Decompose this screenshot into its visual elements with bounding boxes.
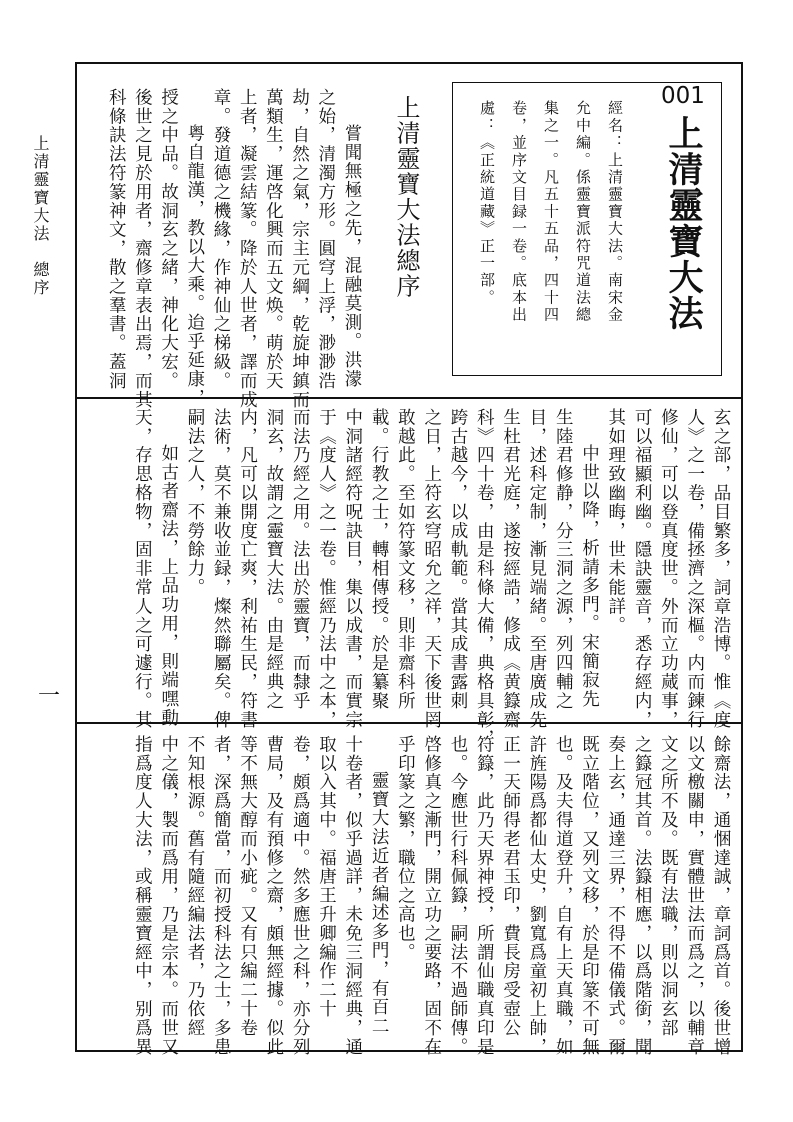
text-column: 洞玄，故謂之靈寶大法。由是經典之 (263, 408, 284, 711)
text-column: 如古者齋法，上品功用，則端嘿動 (158, 444, 179, 728)
text-column: 符籙，此乃天界神授，所謂仙職真印是 (474, 735, 495, 1057)
description-line: 卷，並序文目録一卷。底本出 (510, 100, 528, 324)
description-line: 處：《正統道藏》正一部。 (478, 100, 496, 307)
text-column: 正一天師得老君玉印，費長房受壺公 (500, 735, 521, 1038)
text-column: 上者，凝雲結篆。降於人世者，譯而成 (237, 88, 258, 410)
text-column: 也。及夫得道登升，自有上天真職，如 (553, 735, 574, 1057)
text-column: 取以入其中。福唐王升卿編作二十 (316, 735, 337, 1019)
text-column: 人》之一卷，備拯濟之深樞。内而鍊行 (684, 408, 705, 730)
text-column: 等不無大醇而小疵。又有只編二十卷 (237, 735, 258, 1038)
text-column: 曹局，及有預修之齋，頗無經據。似此 (263, 735, 284, 1057)
text-column: 之始，清濁方形。圓穹上浮，渺渺浩 (315, 88, 336, 391)
text-column: 而法乃經之用。法出於靈寶，而隸乎 (290, 408, 311, 711)
text-column: 科》四十卷，由是科條大備，典格具彰， (474, 408, 495, 749)
running-head: 上清靈寶大法 總序 (31, 135, 50, 297)
text-column: 天，存思格物，固非常人之可遽行。其 (132, 408, 153, 730)
text-column: 以文檄關申，實體世法而爲之，以輔章 (684, 735, 705, 1057)
text-column: 内，凡可以開度亡爽，利祐生民，符書 (237, 408, 258, 730)
text-column: 不知根源。舊有隨經編法者，乃依經 (185, 735, 205, 1038)
text-column: 之籙冠其首。法籙相應，以爲階銜，聞 (632, 735, 653, 1057)
text-column: 授之中品。故洞玄之緒，神化大宏。 (158, 88, 179, 391)
text-column: 文之所不及。既有法職，則以洞玄部 (658, 735, 679, 1038)
text-column: 者，深爲簡當，而初授科法之士，多患 (211, 735, 232, 1057)
text-column: 粤自龍漢，教以大乘。迨乎延康， (184, 124, 205, 408)
text-column: 生陸君修静，分三洞之源，列四輔之 (553, 408, 574, 711)
text-column: 許旌陽爲都仙太史，劉寬爲童初上帥， (526, 735, 547, 1057)
text-column: 卷，頗爲適中。然多應世之科，亦分列 (290, 735, 311, 1057)
text-column: 之日，上符玄穹昭允之祥，天下後世罔 (421, 408, 442, 730)
text-column: 中洞諸經符呪訣目，集以成書，而實宗 (342, 408, 363, 730)
page-number-mark: 一 (38, 684, 61, 709)
text-column: 乎印篆之繁，職位之高也。 (395, 735, 416, 962)
text-column: 生杜君光庭，遂按經誥，修成《黄籙齋 (500, 408, 521, 730)
text-column: 後世之見於用者，齋修章表出焉，而其 (132, 88, 153, 410)
text-column: 中之儀，製而爲用，乃是宗本。而世又 (158, 735, 179, 1057)
text-column: 目，述科定制，漸見端緒。至唐廣成先 (526, 408, 547, 730)
text-column: 餘齋法，通悃達誠，章詞爲首。後世增 (711, 735, 731, 1057)
text-column: 既立階位，又列文移，於是印篆不可無 (579, 735, 600, 1057)
text-column: 玄之部，品目繁多，詞章浩博。惟《度 (711, 408, 731, 730)
text-column: 劫，自然之氣，宗主元綱，乾旋坤鎮而 (289, 88, 310, 410)
entry-title: 上清靈寶大法 (663, 115, 703, 331)
preface-title: 上清靈寶大法總序 (392, 95, 420, 299)
text-column: 章。發道德之機緣，作神仙之梯級。 (211, 88, 231, 391)
description-line: 經名：上清靈寶大法。南宋金 (606, 100, 624, 324)
text-column: 科條訣法符篆神文，散之羣書。蓋洞 (106, 88, 127, 391)
text-column: 于《度人》之一卷。惟經乃法中之本， (316, 408, 337, 730)
text-column: 指爲度人大法，或稱靈寶經中，别爲異 (132, 735, 153, 1057)
text-column: 其如理致幽晦，世未能詳。 (605, 408, 626, 635)
text-column: 敢越此。至如符篆文移，則非齋科所 (395, 408, 416, 711)
text-column: 奏上玄，通達三界，不得不備儀式。爾 (605, 735, 626, 1057)
description-line: 允中編。係靈寶派符咒道法總 (574, 100, 592, 324)
text-column: 法術，莫不兼收並録，燦然聯屬矣。俾 (211, 408, 232, 730)
text-column: 修仙，可以登真度世。外而立功蒇事， (658, 408, 679, 730)
text-column: 也。今應世行科佩籙，嗣法不過師傳。 (448, 735, 468, 1057)
text-column: 載。行教之士，轉相傳授。於是纂聚 (369, 408, 390, 711)
section-divider-1 (75, 397, 743, 399)
text-column: 萬類生，運啓化興而五文焕。萌於天 (263, 88, 284, 391)
entry-number: 001 (661, 83, 705, 109)
text-column: 嘗聞無極之先，混融莫測。洪濛 (342, 124, 362, 389)
text-column: 啓修真之漸門，開立功之要路，固不在 (421, 735, 442, 1057)
text-column: 跨古越今，以成軌範。當其成書露刺 (448, 408, 468, 711)
text-column: 可以福顯利幽。隱訣靈音，悉存經内， (632, 408, 653, 730)
text-column: 中世以降，析請多門。宋簡寂先 (579, 444, 600, 709)
text-column: 靈寶大法近者編述多門，有百二 (369, 771, 390, 1036)
text-column: 嗣法之人，不勞餘力。 (185, 408, 205, 597)
text-column: 十卷者，似乎過詳，未免三洞經典，通 (342, 735, 363, 1057)
description-line: 集之一。凡五十五品，四十四 (542, 100, 560, 324)
